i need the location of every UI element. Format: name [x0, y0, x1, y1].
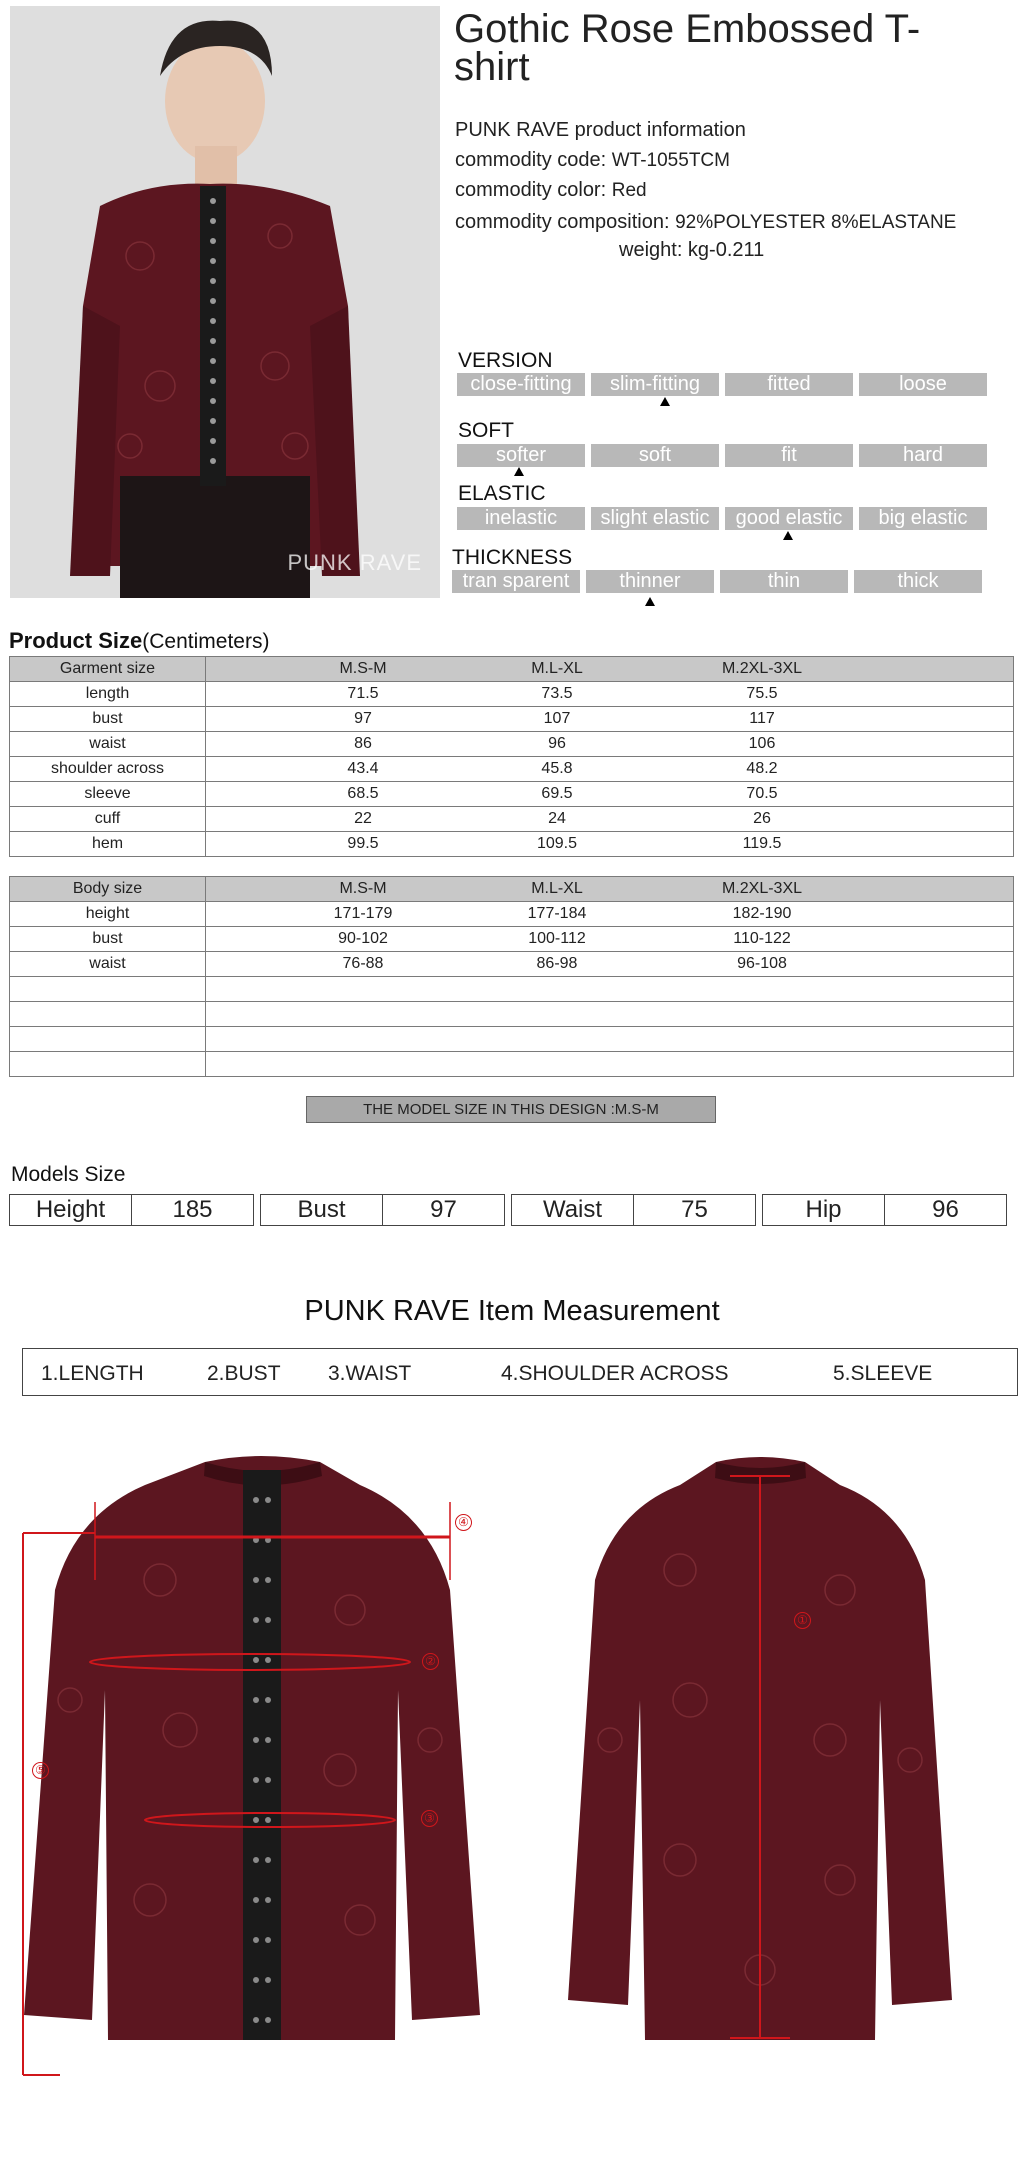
- row-label: waist: [10, 732, 206, 757]
- header-cell: Garment size: [10, 657, 206, 682]
- attr-label-thickness: THICKNESS: [452, 546, 573, 569]
- row-values: [206, 732, 1014, 757]
- cell: 117: [749, 710, 775, 727]
- cell: 119.5: [742, 835, 782, 852]
- row-values: [206, 832, 1014, 857]
- table-row: [10, 682, 1014, 707]
- row-label: [10, 1052, 206, 1077]
- row-label: bust: [10, 707, 206, 732]
- header-cell: M.L-XL: [531, 660, 583, 677]
- cell: 90-102: [338, 930, 388, 947]
- cell: 177-184: [527, 905, 587, 922]
- header-values: [206, 877, 1014, 902]
- table-row: [10, 902, 1014, 927]
- table-row: [10, 782, 1014, 807]
- product-title: Gothic Rose Embossed T-shirt: [454, 7, 921, 89]
- table-header: [10, 657, 1014, 682]
- cell: 109.5: [536, 835, 578, 852]
- marker-bust: ②: [422, 1653, 439, 1670]
- row-values: [206, 782, 1014, 807]
- soft-selected-marker: [514, 467, 524, 476]
- attr-version-option: loose: [859, 373, 987, 396]
- attr-soft-row: [457, 444, 993, 467]
- legend-waist: 3.WAIST: [328, 1362, 412, 1385]
- attr-version-option: close-fitting: [457, 373, 585, 396]
- header-cell: M.S-M: [339, 880, 387, 897]
- row-label: length: [10, 682, 206, 707]
- attr-soft-option: hard: [859, 444, 987, 467]
- attr-thickness-option: thick: [854, 570, 982, 593]
- attr-thickness-option: thinner: [586, 570, 714, 593]
- row-label: sleeve: [10, 782, 206, 807]
- table-row: [10, 952, 1014, 977]
- measurement-title: PUNK RAVE Item Measurement: [304, 1295, 720, 1327]
- table-row: [10, 927, 1014, 952]
- row-label: [10, 1002, 206, 1027]
- marker-sleeve: ⑤: [32, 1762, 49, 1779]
- cell: 24: [548, 810, 566, 827]
- weight: weight: kg-0.211: [619, 239, 765, 261]
- model-hip-value: 96: [885, 1194, 1007, 1226]
- cell: 68.5: [347, 785, 379, 802]
- cell: 22: [354, 810, 372, 827]
- measurement-legend: [22, 1348, 1018, 1396]
- cell: 76-88: [342, 955, 384, 972]
- row-values: [206, 682, 1014, 707]
- legend-shoulder: 4.SHOULDER ACROSS: [501, 1362, 729, 1385]
- row-values: [206, 807, 1014, 832]
- body-size-table: [9, 876, 1014, 1077]
- garment-size-table: [9, 656, 1014, 857]
- model-waist-label: Waist: [511, 1194, 634, 1226]
- row-label: [10, 1027, 206, 1052]
- row-label: height: [10, 902, 206, 927]
- info-heading: PUNK RAVE product information: [455, 119, 746, 141]
- legend-bust: 2.BUST: [207, 1362, 281, 1385]
- elastic-selected-marker: [783, 531, 793, 540]
- cell: 107: [543, 710, 571, 727]
- code-row: [455, 149, 730, 172]
- header-cell: M.L-XL: [531, 880, 583, 897]
- attr-elastic-option: big elastic: [859, 507, 987, 530]
- cell: 86: [354, 735, 372, 752]
- cell: 48.2: [746, 760, 778, 777]
- color-row: [455, 179, 647, 202]
- front-shirt-diagram: [0, 1440, 500, 2080]
- cell: 45.8: [541, 760, 573, 777]
- legend-sleeve: 5.SLEEVE: [833, 1362, 933, 1385]
- thickness-selected-marker: [645, 597, 655, 606]
- row-values: [206, 757, 1014, 782]
- product-size-title: [9, 628, 269, 654]
- attr-soft-option: softer: [457, 444, 585, 467]
- table-row: [10, 1002, 1014, 1027]
- color-value: Red: [611, 180, 647, 201]
- table-row: [10, 732, 1014, 757]
- header-values: [206, 657, 1014, 682]
- attr-elastic-option: inelastic: [457, 507, 585, 530]
- model-height-value: 185: [132, 1194, 254, 1226]
- row-values: [206, 977, 1014, 1002]
- attr-elastic-row: [457, 507, 993, 530]
- attr-thickness-option: tran sparent: [452, 570, 580, 593]
- cell: 71.5: [347, 685, 379, 702]
- table-row: [10, 977, 1014, 1002]
- cell: 75.5: [746, 685, 778, 702]
- attr-soft-option: soft: [591, 444, 719, 467]
- product-photo: [10, 6, 440, 598]
- header-cell: M.2XL-3XL: [721, 880, 803, 897]
- row-label: hem: [10, 832, 206, 857]
- row-values: [206, 952, 1014, 977]
- marker-waist: ③: [421, 1810, 438, 1827]
- model-waist-value: 75: [634, 1194, 756, 1226]
- cell: 182-190: [732, 905, 792, 922]
- table-row: [10, 707, 1014, 732]
- row-label: cuff: [10, 807, 206, 832]
- table-row: [10, 832, 1014, 857]
- models-size-title: Models Size: [11, 1163, 126, 1186]
- attr-version-option: fitted: [725, 373, 853, 396]
- row-label: [10, 977, 206, 1002]
- composition-row: [455, 211, 956, 234]
- attr-label-version: VERSION: [458, 349, 553, 372]
- cell: 70.5: [746, 785, 778, 802]
- models-size-row: [9, 1194, 1007, 1226]
- row-values: [206, 707, 1014, 732]
- cell: 96-108: [737, 955, 787, 972]
- cell: 86-98: [536, 955, 578, 972]
- composition-value: 92%POLYESTER 8%ELASTANE: [675, 212, 957, 233]
- table-row: [10, 757, 1014, 782]
- legend-length: 1.LENGTH: [41, 1362, 144, 1385]
- attr-elastic-option: good elastic: [725, 507, 853, 530]
- product-size-label: Product Size: [9, 628, 143, 653]
- version-selected-marker: [660, 397, 670, 406]
- attr-thickness-option: thin: [720, 570, 848, 593]
- header-cell: Body size: [10, 877, 206, 902]
- model-height-label: Height: [9, 1194, 132, 1226]
- table-header: [10, 877, 1014, 902]
- table-row: [10, 1027, 1014, 1052]
- attr-thickness-row: [452, 570, 988, 593]
- row-values: [206, 1002, 1014, 1027]
- cell: 43.4: [347, 760, 379, 777]
- cell: 69.5: [541, 785, 573, 802]
- color-label: commodity color:: [455, 179, 607, 201]
- attr-soft-option: fit: [725, 444, 853, 467]
- model-bust-value: 97: [383, 1194, 505, 1226]
- cell: 110-122: [733, 930, 791, 947]
- watermark: PUNK RAVE: [287, 550, 422, 575]
- cell: 171-179: [333, 905, 393, 922]
- row-values: [206, 927, 1014, 952]
- code-label: commodity code:: [455, 149, 607, 171]
- marker-length: ①: [794, 1612, 811, 1629]
- row-label: bust: [10, 927, 206, 952]
- table-row: [10, 807, 1014, 832]
- row-values: [206, 902, 1014, 927]
- attr-elastic-option: slight elastic: [591, 507, 719, 530]
- code-value: WT-1055TCM: [611, 150, 730, 171]
- table-row: [10, 1052, 1014, 1077]
- cell: 100-112: [528, 930, 586, 947]
- cell: 26: [753, 810, 771, 827]
- model-size-note: THE MODEL SIZE IN THIS DESIGN :M.S-M: [306, 1096, 716, 1123]
- header-cell: M.2XL-3XL: [721, 660, 803, 677]
- product-size-unit: (Centimeters): [142, 630, 270, 653]
- attr-version-option: slim-fitting: [591, 373, 719, 396]
- cell: 99.5: [347, 835, 379, 852]
- row-values: [206, 1027, 1014, 1052]
- row-values: [206, 1052, 1014, 1077]
- cell: 97: [354, 710, 372, 727]
- row-label: waist: [10, 952, 206, 977]
- cell: 106: [748, 735, 776, 752]
- attr-version-row: [457, 373, 993, 396]
- model-bust-label: Bust: [260, 1194, 383, 1226]
- model-hip-label: Hip: [762, 1194, 885, 1226]
- cell: 73.5: [541, 685, 573, 702]
- attr-label-elastic: ELASTIC: [458, 482, 546, 505]
- composition-label: commodity composition:: [455, 211, 670, 233]
- row-label: shoulder across: [10, 757, 206, 782]
- attr-label-soft: SOFT: [458, 419, 514, 442]
- back-shirt-diagram: [540, 1440, 980, 2080]
- header-cell: M.S-M: [339, 660, 387, 677]
- cell: 96: [548, 735, 566, 752]
- marker-shoulder: ④: [455, 1514, 472, 1531]
